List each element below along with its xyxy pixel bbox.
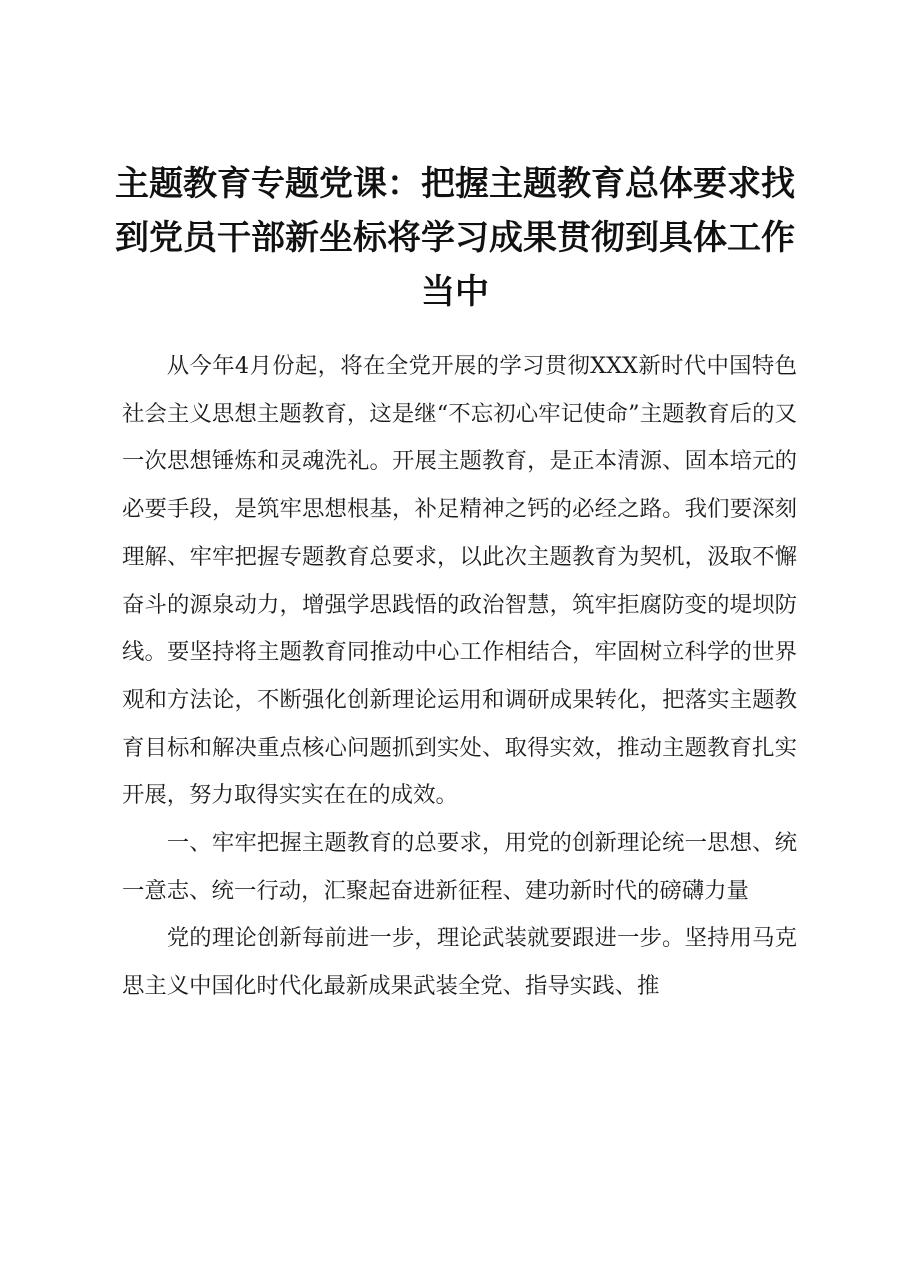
section-heading-1: 一、牢牢把握主题教育的总要求，用党的创新理论统一思想、统一意志、统一行动，汇聚起奋进新征程、建功新时代的磅礴力量: [122, 830, 797, 904]
document-title: 主题教育专题党课：把握主题教育总体要求找到党员干部新坐标将学习成果贯彻到具体工作当中: [115, 164, 795, 312]
document-body: [122, 343, 797, 1011]
paragraph-intro: 从今年4月份起，将在全党开展的学习贯彻XXX新时代中国特色社会主义思想主题教育，这是继“不忘初心牢记使命”主题教育后的又一次思想锤炼和灵魂洗礼。开展主题教育，是正本清源、固本培元的必要手段，是筑牢思想根基，补足精神之钙的必经之路。我们要深刻理解、牢牢把握专题教育总要求，以此次主题教育为契机，汲取不懈奋斗的源泉动力，增强学思践悟的政治智慧，筑牢拒腐防变的堤坝防线。要坚持将主题教育同推动中心工作相结合，牢固树立科学的世界观和方法论，不断强化创新理论运用和调研成果转化，把落实主题教育目标和解决重点核心问题抓到实处、取得实效，推动主题教育扎实开展，努力取得实实在在的成效。: [122, 353, 797, 809]
paragraph-section-1: 党的理论创新每前进一步，理论武装就要跟进一步。坚持用马克思主义中国化时代化最新成果武装全党、指导实践、推: [122, 925, 797, 1000]
